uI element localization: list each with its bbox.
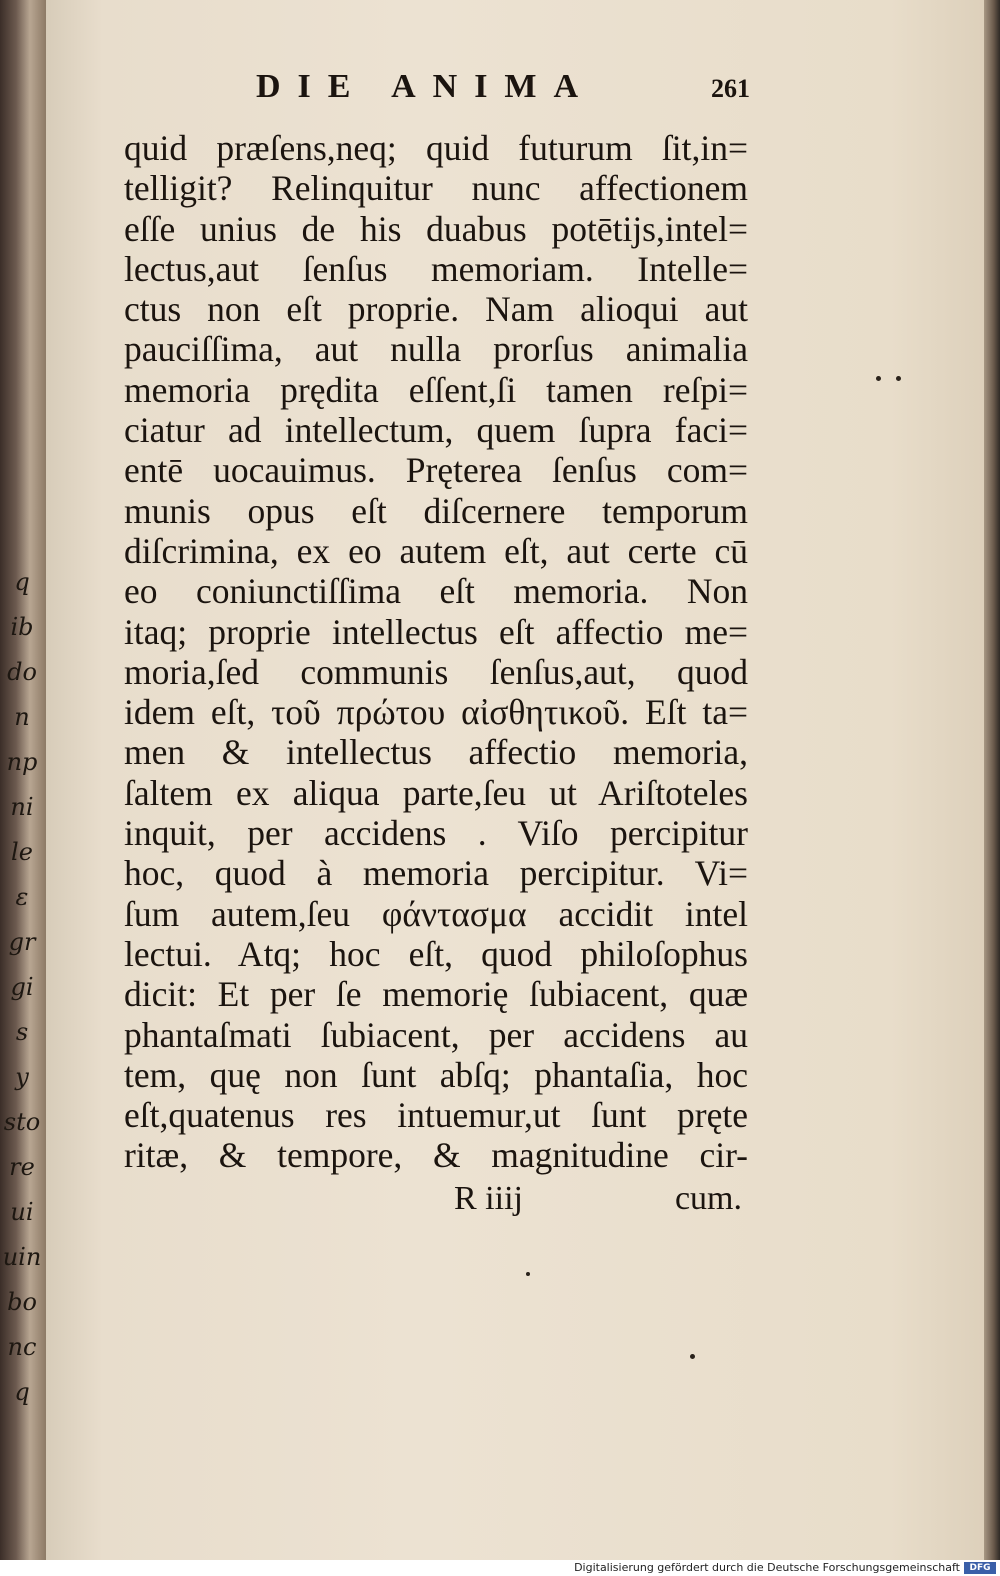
facing-page-fragment: ni (10, 793, 34, 821)
text-line: ſum autem,ſeu φάντασμα accidit intel (124, 893, 748, 934)
facing-page-fragments (2, 560, 42, 1415)
page-header (256, 68, 756, 112)
facing-page-fragment: do (7, 658, 37, 686)
running-head: DIE ANIMA (256, 68, 596, 105)
facing-page-fragment: le (11, 838, 33, 866)
dfg-logo-icon: DFG (964, 1562, 996, 1574)
text-line: eſt,quatenus res intuemur,ut ſunt pręte (124, 1095, 748, 1136)
folio-number: 261 (711, 74, 750, 103)
ink-speck (896, 376, 901, 381)
facing-page-fragment: gr (8, 928, 36, 956)
text-line: eſſe unius de his duabus potētijs,intel= (124, 208, 748, 249)
ink-speck (690, 1354, 695, 1359)
text-line: idem eſt, τοῦ πρώτου αἰσθητικοῦ. Eſt ta= (124, 692, 748, 733)
facing-page-fragment: y (15, 1063, 29, 1091)
signature-mark: R iiij (454, 1180, 523, 1217)
ink-speck (526, 1272, 530, 1276)
text-line: ritæ, & tempore, & magnitudine cir- (124, 1135, 748, 1176)
text-line: ctus non eſt proprie. Nam alioqui aut (124, 289, 748, 330)
text-line: pauciſſima, aut nulla prorſus animalia (124, 329, 748, 370)
facing-page-fragment: q (14, 568, 30, 596)
page-edge-shadow (984, 0, 1000, 1560)
facing-page-fragment: s (15, 1018, 29, 1046)
text-line: ſaltem ex aliqua parte,ſeu ut Ariſtoteles (124, 772, 748, 813)
text-line: men & intellectus affectio memoria, (124, 732, 748, 773)
facing-page-fragment: n (14, 703, 30, 731)
book-page (46, 0, 984, 1560)
facing-page-fragment: q (14, 1378, 30, 1406)
catchword: cum. (674, 1180, 742, 1217)
body-text (124, 128, 748, 1176)
text-line: hoc, quod à memoria percipitur. Vi= (124, 853, 748, 894)
text-line: quid præſens,neq; quid futurum ſit,in= (124, 128, 748, 168)
facing-page-fragment: uin (2, 1243, 42, 1271)
text-line: telligit? Relinquitur nunc affectionem (124, 168, 748, 209)
facing-page-edge (0, 0, 46, 1560)
text-line: moria,ſed communis ſenſus,aut, quod (124, 651, 748, 692)
text-line: entē uocauimus. Pręterea ſenſus com= (124, 450, 748, 491)
text-line: munis opus eſt diſcernere temporum (124, 490, 748, 531)
footer-credit: Digitalisierung gefördert durch die Deutsche Forschungsgemeinschaft (574, 1561, 960, 1574)
text-line: inquit, per accidens . Viſo percipitur (124, 813, 748, 854)
text-line: lectui. Atq; hoc eſt, quod philoſophus (124, 933, 748, 974)
text-line: diſcrimina, ex eo autem eſt, aut certe cū (124, 530, 748, 571)
text-line: eo coniunctiſſima eſt memoria. Non (124, 571, 748, 612)
text-line: tem, quę non ſunt abſq; phantaſia, hoc (124, 1054, 748, 1095)
catchline (446, 1180, 742, 1220)
facing-page-fragment: bo (7, 1288, 37, 1316)
text-line: itaq; proprie intellectus eſt affectio me= (124, 611, 748, 652)
text-line: dicit: Et per ſe memorię ſubiacent, quæ (124, 974, 748, 1015)
facing-page-fragment: sto (3, 1108, 41, 1136)
facing-page-fragment: re (9, 1153, 35, 1181)
facing-page-fragment: nc (7, 1333, 37, 1361)
facing-page-fragment: ib (10, 613, 34, 641)
ink-speck (876, 376, 881, 381)
text-line: lectus,aut ſenſus memoriam. Intelle= (124, 248, 748, 289)
facing-page-fragment: ε (15, 883, 29, 911)
text-line: ciatur ad intellectum, quem ſupra faci= (124, 410, 748, 451)
facing-page-fragment: ui (10, 1198, 34, 1226)
facing-page-fragment: np (6, 748, 38, 776)
text-line: phantaſmati ſubiacent, per accidens au (124, 1014, 748, 1055)
facing-page-fragment: gi (10, 973, 34, 1001)
text-line: memoria prędita eſſent,ſi tamen reſpi= (124, 369, 748, 410)
